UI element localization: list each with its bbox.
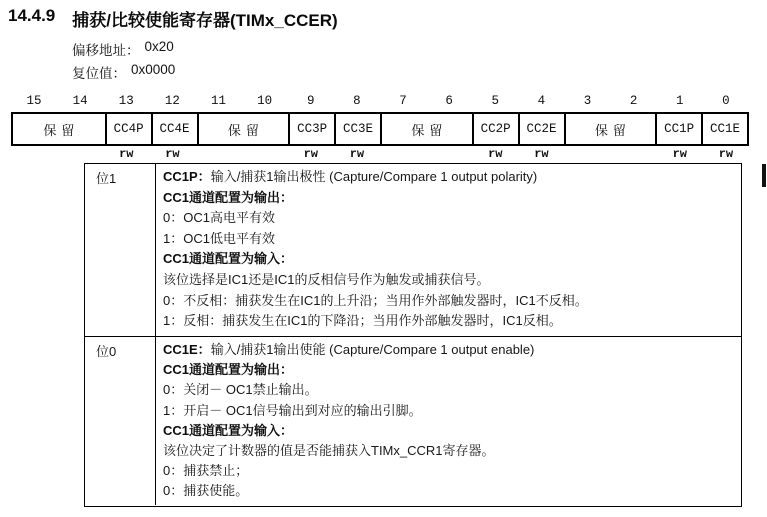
bit-field-cc2p: CC2P	[472, 114, 518, 144]
bit-number: 2	[629, 94, 638, 108]
description-line: 0：捕获使能。	[163, 483, 249, 499]
table-row-bit1	[85, 164, 741, 337]
bit-number: 12	[164, 94, 180, 108]
bit-number: 3	[583, 94, 592, 108]
description-line: 0：OC1高电平有效	[163, 210, 275, 226]
access-type-row	[11, 147, 749, 161]
bit-field-cc3e: CC3E	[334, 114, 380, 144]
bit-number: 5	[491, 94, 500, 108]
description-line: CC1P：输入/捕获1输出极性 (Capture/Compare 1 output polarity)	[163, 169, 538, 184]
access-type: rw	[303, 147, 319, 161]
bit-number: 14	[72, 94, 88, 108]
reset-value-value: 0x0000	[131, 62, 176, 77]
bit-label: 位1	[85, 164, 156, 336]
bit-description-table	[84, 163, 742, 507]
access-type	[196, 147, 288, 161]
access-type: rw	[165, 147, 180, 161]
access-type	[380, 147, 472, 161]
bit-field-cc4e: CC4E	[151, 114, 197, 144]
description-line: 该位选择是IC1还是IC1的反相信号作为触发或捕获信号。	[163, 271, 490, 287]
bit-number: 0	[722, 94, 730, 108]
description-line: CC1通道配置为输出：	[163, 362, 294, 378]
access-type: rw	[672, 147, 688, 161]
bit-number: 13	[118, 94, 134, 108]
bit-number: 9	[307, 94, 315, 108]
bit-label: 位0	[85, 337, 156, 505]
description-line: CC1通道配置为输入：	[163, 422, 294, 438]
description-line: 0：关闭－ OC1禁止输出。	[163, 382, 318, 398]
offset-address-label: 偏移地址：	[72, 43, 140, 58]
bit-number: 15	[26, 94, 42, 108]
bit-field-reserved: 保留	[43, 122, 80, 138]
bit-number: 1	[676, 94, 684, 108]
description-line: 1：反相：捕获发生在IC1的下降沿；当用作外部触发器时，IC1反相。	[163, 313, 562, 329]
description-line: 0：不反相：捕获发生在IC1的上升沿；当用作外部触发器时，IC1不反相。	[163, 292, 588, 308]
bit-number: 11	[211, 94, 227, 108]
register-title: 捕获/比较使能寄存器(TIMx_CCER)	[72, 11, 338, 30]
register-bit-table	[11, 112, 749, 146]
description-line: 1：开启－ OC1信号输出到对应的输出引脚。	[163, 402, 422, 418]
description-line: 1：OC1低电平有效	[163, 230, 275, 246]
bit-number: 4	[537, 94, 546, 108]
bit-field-reserved: 保留	[197, 114, 289, 144]
description-line: 该位决定了计数器的值是否能捕获入TIMx_CCR1寄存器。	[163, 443, 495, 459]
bit-number: 6	[445, 94, 453, 108]
access-type: rw	[718, 147, 734, 161]
access-type: rw	[349, 147, 365, 161]
access-type: rw	[488, 147, 503, 161]
page-edge-artifact	[762, 164, 766, 187]
offset-address-value: 0x20	[144, 39, 174, 54]
access-type: rw	[119, 147, 134, 161]
bit-field-cc1p: CC1P	[655, 114, 701, 144]
access-type	[565, 147, 657, 161]
offset-address-line	[72, 39, 174, 59]
bit-number: 8	[353, 94, 361, 108]
bit-field-cc1e: CC1E	[701, 114, 747, 144]
description-line: CC1E：输入/捕获1输出使能 (Capture/Compare 1 output enable)	[163, 342, 535, 357]
bit-description	[156, 337, 741, 505]
bit-number: 7	[399, 94, 407, 108]
reset-value-label: 复位值：	[72, 66, 126, 81]
section-number: 14.4.9	[8, 6, 56, 25]
bit-field-cc3p: CC3P	[288, 114, 334, 144]
table-row-bit0	[85, 337, 741, 505]
bit-number: 10	[257, 94, 273, 108]
bit-field-cc2e: CC2E	[518, 114, 564, 144]
bit-field-cc4p: CC4P	[105, 114, 151, 144]
description-line: CC1通道配置为输入：	[163, 251, 294, 267]
description-line: CC1通道配置为输出：	[163, 189, 294, 205]
access-type	[11, 147, 103, 161]
bit-field-reserved: 保留	[564, 114, 656, 144]
bit-number-row	[11, 94, 749, 108]
description-line: 0：捕获禁止；	[163, 463, 249, 479]
reset-value-line	[72, 62, 175, 82]
page-title	[8, 6, 338, 31]
bit-description	[156, 164, 741, 336]
access-type: rw	[534, 147, 549, 161]
bit-field-reserved: 保留	[380, 114, 472, 144]
